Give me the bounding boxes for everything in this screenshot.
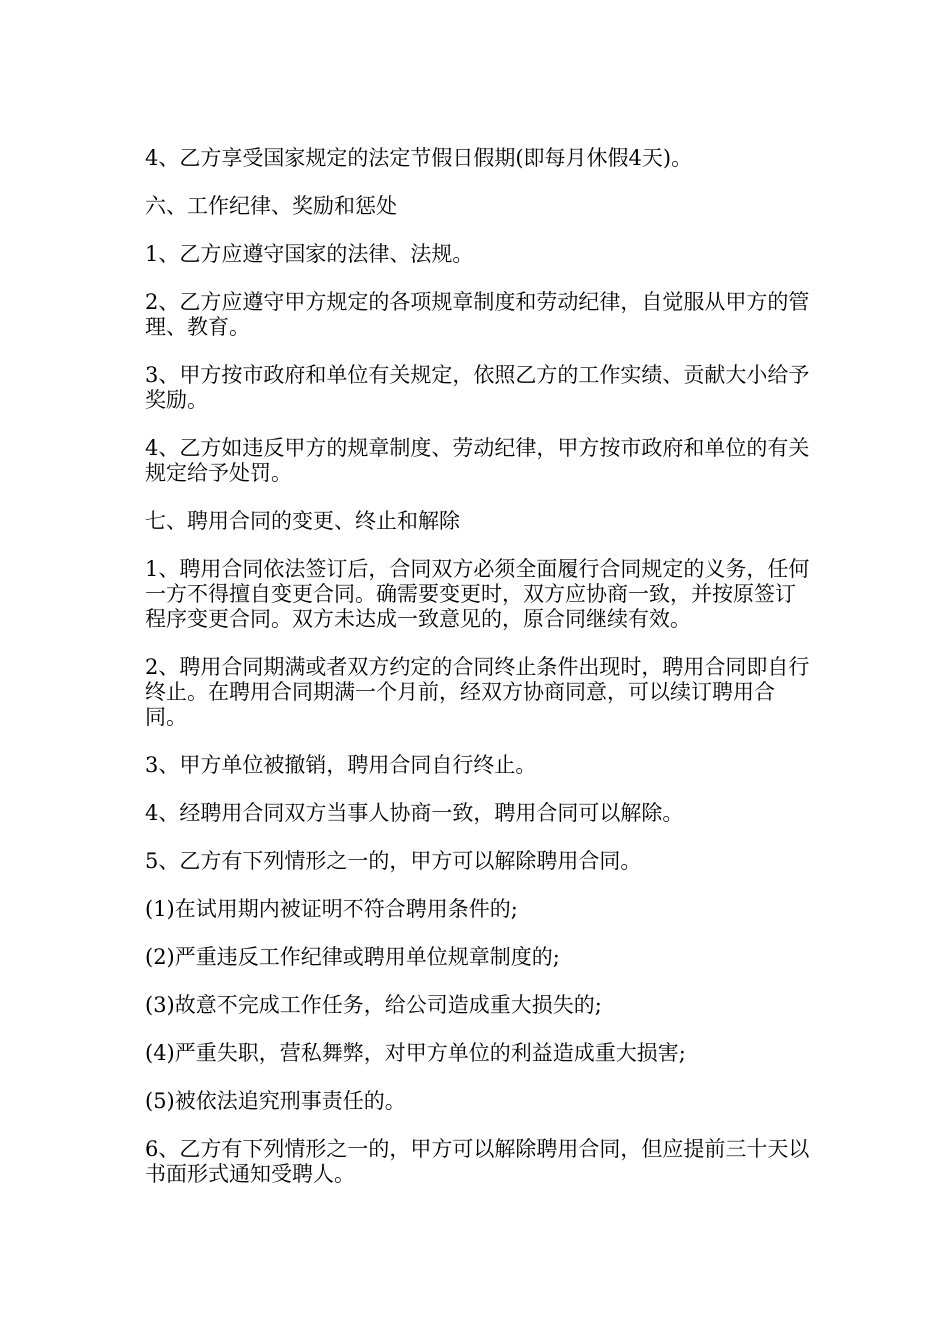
paragraph-contract-4: 4、经聘用合同双方当事人协商一致，聘用合同可以解除。	[145, 801, 684, 825]
list-item-condition-2: (2)严重违反工作纪律或聘用单位规章制度的;	[145, 945, 560, 969]
paragraph-contract-1: 1、聘用合同依法签订后，合同双方必须全面履行合同规定的义务，任何一方不得擅自变更合同。确需要变更时，双方应协商一致，并按原签订程序变更合同。双方未达成一致意见的，原合同继续有效。	[145, 557, 810, 631]
list-item-condition-5: (5)被依法追究刑事责任的。	[145, 1089, 406, 1113]
list-item-condition-3: (3)故意不完成工作任务，给公司造成重大损失的;	[145, 993, 602, 1017]
section-heading-discipline: 六、工作纪律、奖励和惩处	[145, 194, 397, 218]
list-item-condition-1: (1)在试用期内被证明不符合聘用条件的;	[145, 897, 518, 921]
paragraph-contract-2: 2、聘用合同期满或者双方约定的合同终止条件出现时，聘用合同即自行终止。在聘用合同期满一个月前，经双方协商同意，可以续订聘用合同。	[145, 655, 810, 729]
paragraph-contract-3: 3、甲方单位被撤销，聘用合同自行终止。	[145, 753, 537, 777]
section-heading-contract-change: 七、聘用合同的变更、终止和解除	[145, 509, 460, 533]
document-body	[145, 146, 810, 1210]
paragraph-discipline-4: 4、乙方如违反甲方的规章制度、劳动纪律，甲方按市政府和单位的有关规定给予处罚。	[145, 436, 810, 485]
paragraph-discipline-1: 1、乙方应遵守国家的法律、法规。	[145, 242, 474, 266]
list-item-condition-4: (4)严重失职，营私舞弊，对甲方单位的利益造成重大损害;	[145, 1041, 686, 1065]
paragraph-discipline-2: 2、乙方应遵守甲方规定的各项规章制度和劳动纪律，自觉服从甲方的管理、教育。	[145, 290, 810, 339]
paragraph-contract-6: 6、乙方有下列情形之一的，甲方可以解除聘用合同，但应提前三十天以书面形式通知受聘人。	[145, 1137, 810, 1186]
paragraph-leave-days: 4、乙方享受国家规定的法定节假日假期(即每月休假4天)。	[145, 146, 693, 170]
paragraph-contract-5: 5、乙方有下列情形之一的，甲方可以解除聘用合同。	[145, 849, 642, 873]
paragraph-discipline-3: 3、甲方按市政府和单位有关规定，依照乙方的工作实绩、贡献大小给予奖励。	[145, 363, 810, 412]
